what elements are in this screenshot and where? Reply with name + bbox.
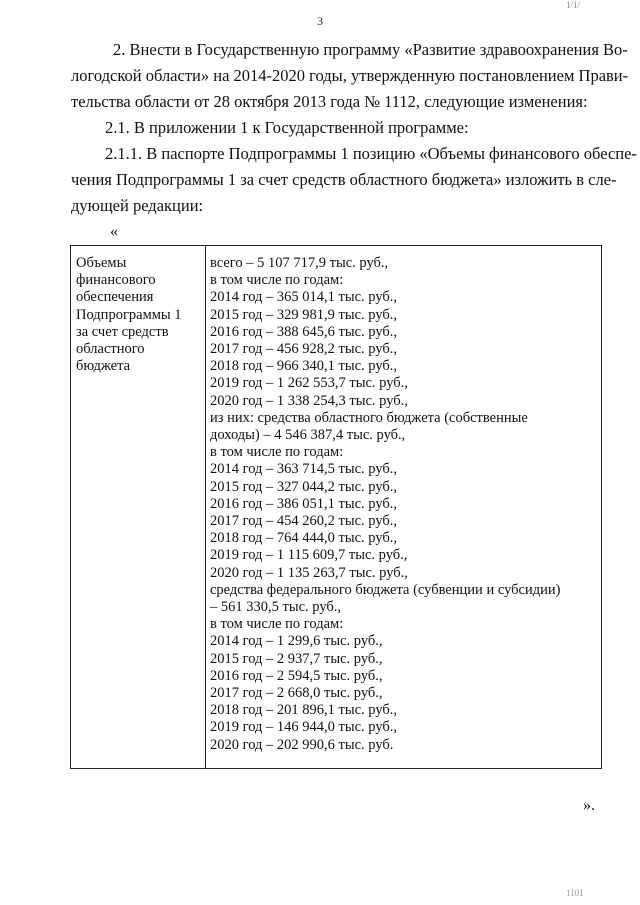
table-right-line: 2016 год – 388 645,6 тыс. руб., xyxy=(210,323,398,340)
table-right-line: 2014 год – 1 299,6 тыс. руб., xyxy=(210,633,383,650)
table-left-line: Объемы xyxy=(76,255,127,271)
opening-quote: « xyxy=(110,223,118,240)
table-left-line: финансового xyxy=(76,272,156,289)
table-right-line: в том числе по годам: xyxy=(210,616,344,633)
table-right-line: 2017 год – 454 260,2 тыс. руб., xyxy=(210,513,398,530)
paragraph-2-1-1-line-3: дующей редакции: xyxy=(71,196,204,215)
table-right-line: 2016 год – 2 594,5 тыс. руб., xyxy=(210,667,383,684)
table-right-line: 2014 год – 365 014,1 тыс. руб., xyxy=(210,289,398,306)
table-column-divider xyxy=(205,246,206,768)
corner-mark: 1/1/ xyxy=(566,0,581,10)
paragraph-2-line-2: логодской области» на 2014-2020 годы, утвержденную постановлением Прави- xyxy=(71,66,629,85)
table-left-line: областного xyxy=(76,341,145,358)
paragraph-2-1-1-line-2: чения Подпрограммы 1 за счет средств областного бюджета» изложить в сле- xyxy=(71,170,617,189)
paragraph-2-1-1 xyxy=(71,141,637,219)
table-right-line: 2014 год – 363 714,5 тыс. руб., xyxy=(210,461,398,478)
paragraph-2-1 xyxy=(71,115,601,141)
table-right-line: 2020 год – 1 135 263,7 тыс. руб., xyxy=(210,564,408,581)
table-right-line: 2017 год – 456 928,2 тыс. руб., xyxy=(210,341,398,358)
table-left-line: бюджета xyxy=(76,358,131,375)
table-right-line: в том числе по годам: xyxy=(210,272,344,289)
footer-mark: 1101 xyxy=(566,888,584,898)
paragraph-2-line-1-text: 2. Внести в Государственную программу «Развитие здравоохранения Во- xyxy=(113,40,628,59)
financing-table xyxy=(70,245,602,769)
paragraph-2 xyxy=(71,37,629,115)
table-right-line: 2019 год – 146 944,0 тыс. руб., xyxy=(210,719,398,736)
table-left-cell xyxy=(76,255,201,375)
table-left-line: обеспечения xyxy=(76,289,154,306)
table-right-line: доходы) – 4 546 387,4 тыс. руб., xyxy=(210,427,406,444)
table-right-line: 2016 год – 386 051,1 тыс. руб., xyxy=(210,495,398,512)
table-right-line: 2018 год – 201 896,1 тыс. руб., xyxy=(210,702,398,719)
table-right-line: в том числе по годам: xyxy=(210,444,344,461)
table-right-line: всего – 5 107 717,9 тыс. руб., xyxy=(210,255,389,271)
table-left-line: Подпрограммы 1 xyxy=(76,306,182,323)
table-right-line: 2015 год – 327 044,2 тыс. руб., xyxy=(210,478,398,495)
table-right-line: 2017 год – 2 668,0 тыс. руб., xyxy=(210,685,383,702)
paragraph-2-line-3: тельства области от 28 октября 2013 года № 1112, следующие изменения: xyxy=(71,92,588,111)
table-right-line: из них: средства областного бюджета (собственные xyxy=(210,409,528,426)
table-right-line: 2020 год – 1 338 254,3 тыс. руб., xyxy=(210,392,408,409)
paragraph-2-1-text: 2.1. В приложении 1 к Государственной программе: xyxy=(105,118,469,137)
paragraph-2-line-1 xyxy=(71,37,628,63)
table-right-line: 2018 год – 764 444,0 тыс. руб., xyxy=(210,530,398,547)
table-left-line: за счет средств xyxy=(76,323,169,340)
table-right-cell xyxy=(210,255,600,754)
closing-quote: ». xyxy=(583,797,595,814)
table-right-line: средства федерального бюджета (субвенции и субсидии) xyxy=(210,581,561,598)
table-right-line: 2019 год – 1 115 609,7 тыс. руб., xyxy=(210,547,408,564)
table-right-line: 2015 год – 2 937,7 тыс. руб., xyxy=(210,650,383,667)
table-right-line: 2019 год – 1 262 553,7 тыс. руб., xyxy=(210,375,408,392)
table-right-line: 2018 год – 966 340,1 тыс. руб., xyxy=(210,358,398,375)
table-right-line: 2015 год – 329 981,9 тыс. руб., xyxy=(210,306,398,323)
paragraph-2-1-1-line-1: 2.1.1. В паспорте Подпрограммы 1 позицию «Объемы финансового обеспе- xyxy=(105,144,637,163)
table-right-line: – 561 330,5 тыс. руб., xyxy=(210,599,342,616)
table-right-line: 2020 год – 202 990,6 тыс. руб. xyxy=(210,736,394,753)
page-number: 3 xyxy=(317,14,323,28)
